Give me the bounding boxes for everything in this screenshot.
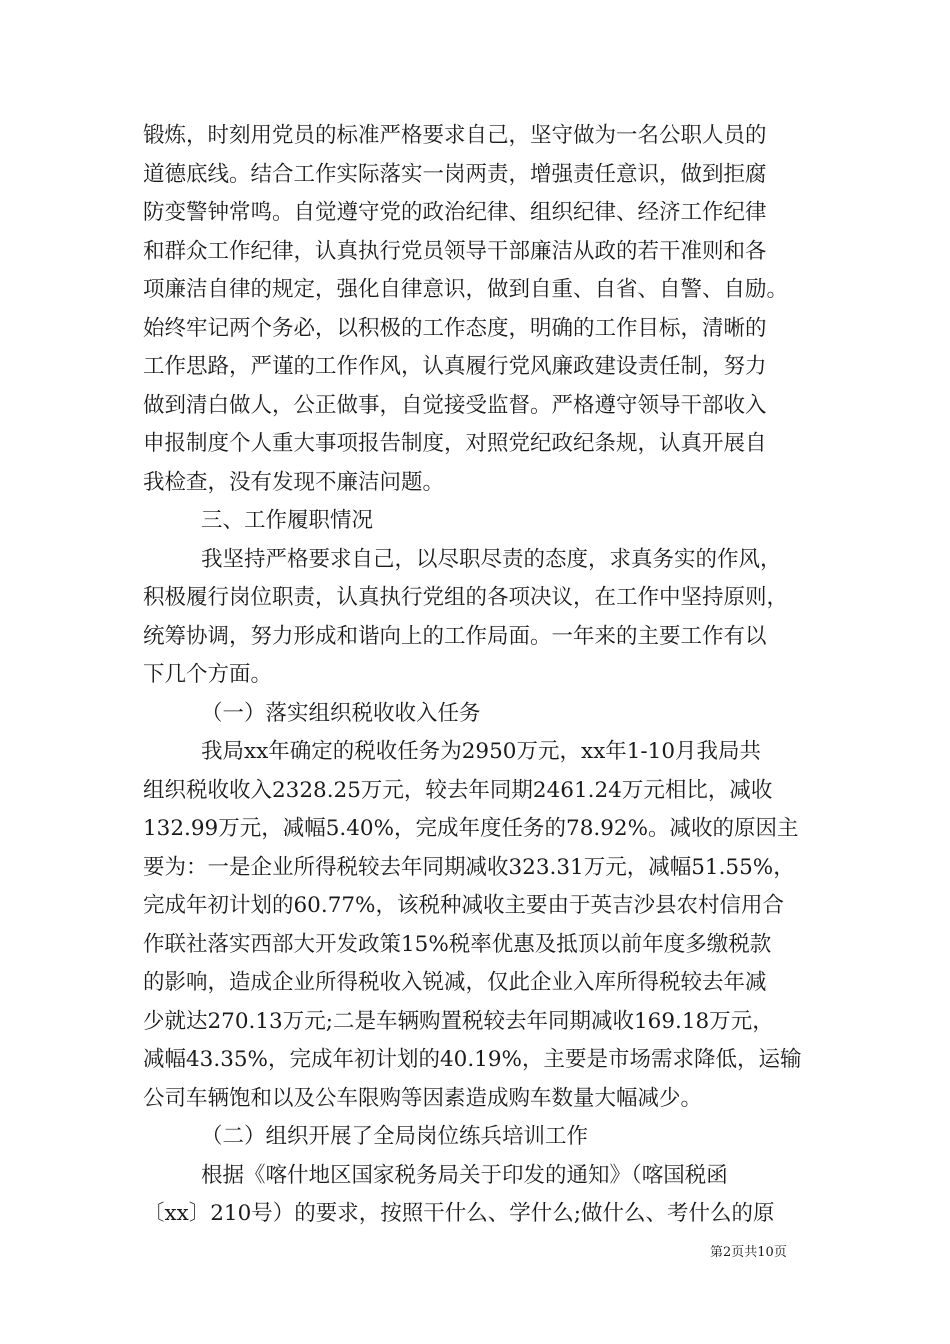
text-line: （二）组织开展了全局岗位练兵培训工作 bbox=[201, 1124, 589, 1149]
document-body bbox=[143, 117, 823, 1234]
text-line: 作联社落实西部大开发政策15%税率优惠及抵顶以前年度多缴税款 bbox=[143, 931, 772, 957]
text-line: 和群众工作纪律，认真执行党员领导干部廉洁从政的若干准则和各 bbox=[143, 238, 767, 264]
text-line: 下几个方面。 bbox=[143, 662, 273, 687]
text-line: 防变警钟常鸣。自觉遵守党的政治纪律、组织纪律、经济工作纪律 bbox=[143, 200, 767, 225]
text-line: 〔xx〕210号）的要求，按照干什么、学什么;做什么、考什么的原 bbox=[143, 1201, 775, 1226]
text-line: 始终牢记两个务必，以积极的工作态度，明确的工作目标，清晰的 bbox=[143, 315, 767, 341]
text-line: 132.99万元，减幅5.40%，完成年度任务的78.92%。减收的原因主 bbox=[143, 816, 799, 841]
text-line: 积极履行岗位职责，认真执行党组的各项决议，在工作中坚持原则， bbox=[143, 585, 789, 610]
text-line: 少就达270.13万元;二是车辆购置税较去年同期减收169.18万元， bbox=[143, 1008, 774, 1034]
text-line: 要为：一是企业所得税较去年同期减收323.31万元，减幅51.55%， bbox=[143, 854, 795, 880]
text-line: 公司车辆饱和以及公车限购等因素造成购车数量大幅减少。 bbox=[143, 1085, 703, 1111]
text-line: 工作思路，严谨的工作作风，认真履行党风廉政建设责任制，努力 bbox=[143, 354, 767, 379]
text-line: 我局xx年确定的税收任务为2950万元，xx年1-10月我局共 bbox=[201, 739, 762, 764]
text-line: 锻炼，时刻用党员的标准严格要求自己，坚守做为一名公职人员的 bbox=[143, 123, 767, 148]
text-line: 组织税收收入2328.25万元，较去年同期2461.24万元相比，减收 bbox=[143, 777, 773, 803]
text-line: 我坚持严格要求自己，以尽职尽责的态度，求真务实的作风， bbox=[201, 546, 782, 572]
text-line: 的影响，造成企业所得税收入锐减，仅此企业入库所得税较去年减 bbox=[143, 970, 767, 995]
text-line: 根据《喀什地区国家税务局关于印发的通知》（喀国税函 bbox=[201, 1162, 728, 1188]
text-line: 道德底线。结合工作实际落实一岗两责，增强责任意识，做到拒腐 bbox=[143, 161, 767, 187]
page-footer: 第2页共10页 bbox=[710, 1245, 787, 1260]
text-line: 完成年初计划的60.77%，该税种减收主要由于英吉沙县农村信用合 bbox=[143, 893, 784, 918]
text-line: 统筹协调，努力形成和谐向上的工作局面。一年来的主要工作有以 bbox=[143, 623, 767, 649]
text-line: 三、工作履职情况 bbox=[201, 508, 374, 533]
text-line: （一）落实组织税收收入任务 bbox=[201, 700, 481, 726]
text-line: 做到清白做人，公正做事，自觉接受监督。严格遵守领导干部收入 bbox=[143, 392, 767, 418]
text-line: 项廉洁自律的规定，强化自律意识，做到自重、自省、自警、自励。 bbox=[143, 277, 789, 302]
text-line: 减幅43.35%，完成年初计划的40.19%，主要是市场需求降低，运输 bbox=[143, 1047, 802, 1072]
text-line: 申报制度个人重大事项报告制度，对照党纪政纪条规，认真开展自 bbox=[143, 431, 767, 456]
text-line: 我检查，没有发现不廉洁问题。 bbox=[143, 469, 445, 495]
